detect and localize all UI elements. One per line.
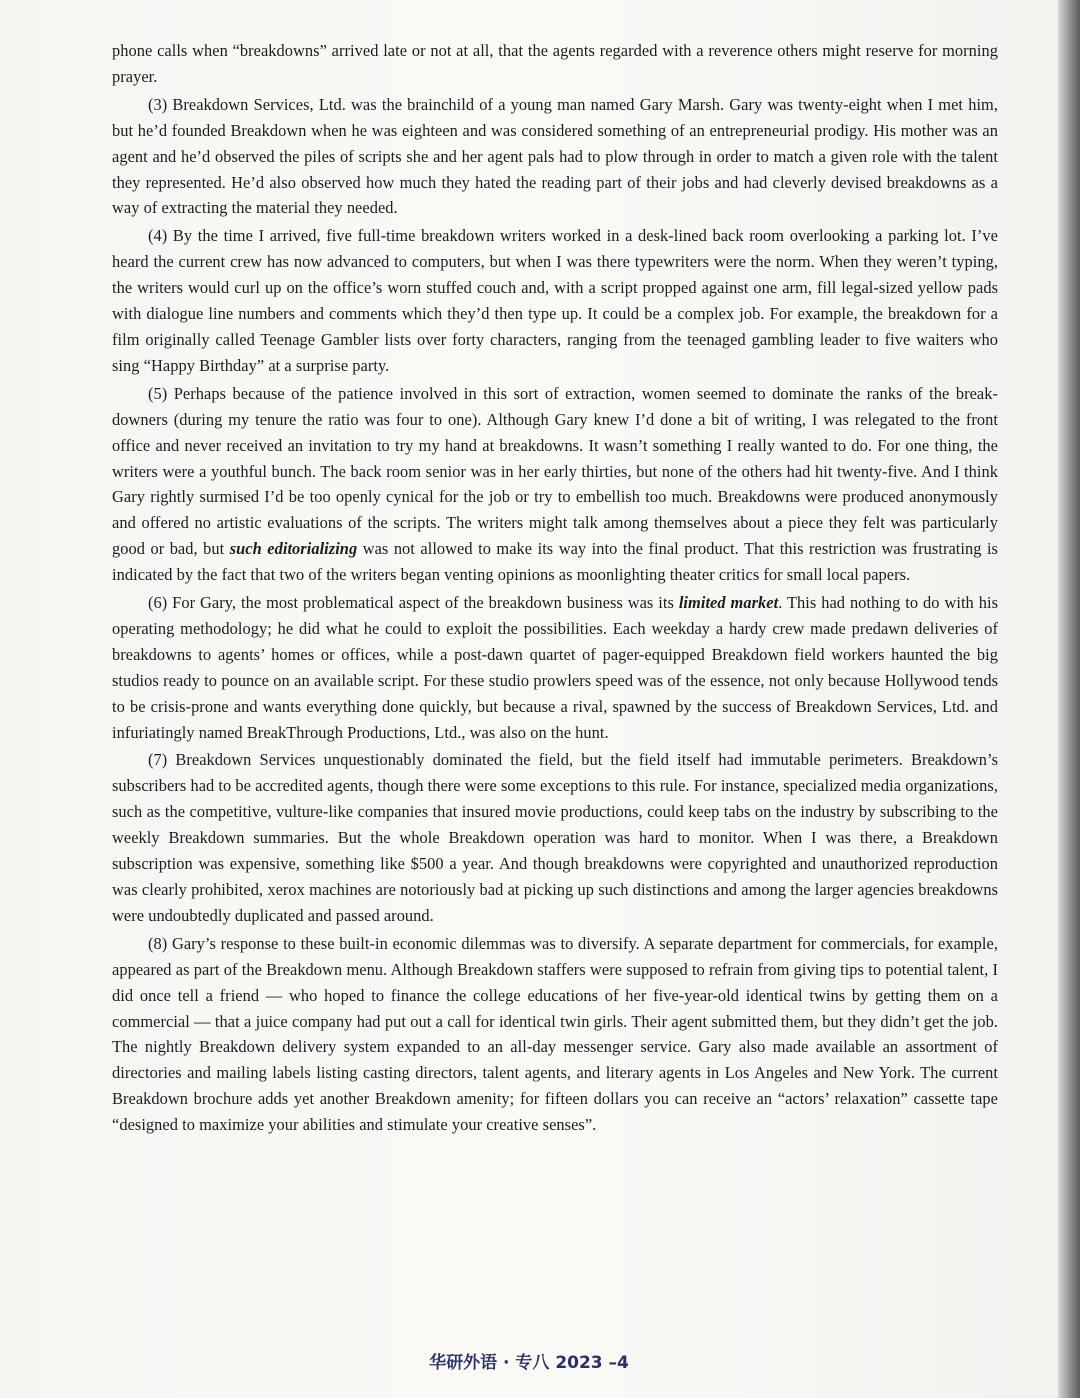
text-run: . This had nothing to do with his operating methodology; he did what he could to exploit the possibilities. Each weekday a hardy crew made predawn deliveries of breakdowns to agents’ homes or offices, while a post-dawn quartet of pager-equipped Breakdown field workers haunted the big studios ready to pounce on an available script. For these studio prowlers speed was of the essence, not only because Hollywood tends to be crisis-prone and wants everything done quickly, but because a rival, spawned by the success of Breakdown Services, Ltd. and infuriatingly named BreakThrough Productions, Ltd., was also on the hunt. <box>112 593 998 742</box>
text-run: (5) Perhaps because of the patience involved in this sort of extraction, women seemed to dominate the ranks of the break-downers (during my tenure the ratio was four to one). Although Gary knew I’d done a bit of writing, I was relegated to the front office and never received an invitation to try my hand at breakdowns. It wasn’t something I really wanted to do. For one thing, the writers were a youthful bunch. The back room senior was in her early thirties, but none of the others had hit twenty-five. And I think Gary rightly surmised I’d be too openly cynical for the job or try to embellish too much. Breakdowns were produced anonymously and offered no artistic evaluations of the scripts. The writers might talk among themselves about a piece they felt was particularly good or bad, but <box>112 383 998 559</box>
paragraph-p8 <box>112 931 998 1138</box>
text-run: (6) For Gary, the most problematical aspect of the breakdown business was its <box>148 593 679 613</box>
paragraph-p3 <box>112 92 998 222</box>
text-run: was not allowed to make its way into the final product. That this restriction was frustrating is indicated by the fact that two of the writers began venting opinions as moonlighting theater critics for small local papers. <box>112 539 998 585</box>
paragraph-p-continued <box>112 38 998 90</box>
text-run: (7) Breakdown Services unquestionably dominated the field, but the field itself had immutable perimeters. Breakdown’s subscribers had to be accredited agents, though there were some exceptions to this rule. For instance, specialized media organizations, such as the competitive, vulture-like companies that insured movie productions, could keep tabs on the industry by subscribing to the weekly Breakdown summaries. But the whole Breakdown operation was hard to monitor. When I was there, a Breakdown subscription was expensive, something like $500 a year. And though breakdowns were copyrighted and unauthorized reproduction was clearly prohibited, xerox machines are notoriously bad at picking up such distinctions and among the larger agencies breakdowns were undoubtedly duplicated and passed around. <box>112 750 998 925</box>
article-body <box>112 38 998 1140</box>
page-footer: 华研外语 · 专八 2023 –4 <box>429 1353 629 1373</box>
text-run: (8) Gary’s response to these built-in economic dilemmas was to diversify. A separate department for commercials, for example, appeared as part of the Breakdown menu. Although Breakdown staffers were supposed to refrain from giving tips to potential talent, I did once tell a friend — who hoped to finance the college educations of her five-year-old identical twins by getting them on a commercial — that a juice company had put out a call for identical twin girls. Their agent submitted them, but they didn’t get the job. The nightly Breakdown delivery system expanded to an all-day messenger service. Gary also made available an assortment of directories and mailing labels listing casting directors, talent agents, and literary agents in Los Angeles and New York. The current Breakdown brochure adds yet another Breakdown amenity; for fifteen dollars you can receive an “actors’ relaxation” cassette tape “designed to maximize your abilities and stimulate your creative senses”. <box>112 933 998 1135</box>
page-edge-shadow <box>1058 0 1080 1398</box>
text-run: (4) By the time I arrived, five full-time breakdown writers worked in a desk-lined back room overlooking a parking lot. I’ve heard the current crew has now advanced to computers, but when I was there typewriters were the norm. When they weren’t typing, the writers would curl up on the office’s worn stuffed couch and, with a script propped against one arm, fill legal-sized yellow pads with dialogue line numbers and comments which they’d then type up. It could be a complex job. For example, the breakdown for a film originally called Teenage Gambler lists over forty characters, ranging from the teenaged gambling leader to five waiters who sing “Happy Birthday” at a surprise party. <box>112 226 998 375</box>
emphasized-phrase: such editorializing <box>229 539 358 559</box>
paragraph-p4 <box>112 223 998 378</box>
text-run: phone calls when “breakdowns” arrived late or not at all, that the agents regarded with a reverence others might reserve for morning prayer. <box>112 41 998 86</box>
paragraph-p7 <box>112 747 998 928</box>
emphasized-phrase: limited market <box>678 593 779 613</box>
paragraph-p6 <box>112 590 998 745</box>
text-run: (3) Breakdown Services, Ltd. was the brainchild of a young man named Gary Marsh. Gary was twenty-eight when I met him, but he’d founded Breakdown when he was eighteen and was considered something of an entrepreneurial prodigy. His mother was an agent and he’d observed the piles of scripts she and her agent pals had to plow through in order to match a given role with the talent they represented. He’d also observed how much they hated the reading part of their jobs and had cleverly devised breakdowns as a way of extracting the material they needed. <box>112 94 998 218</box>
paragraph-p5 <box>112 381 998 588</box>
